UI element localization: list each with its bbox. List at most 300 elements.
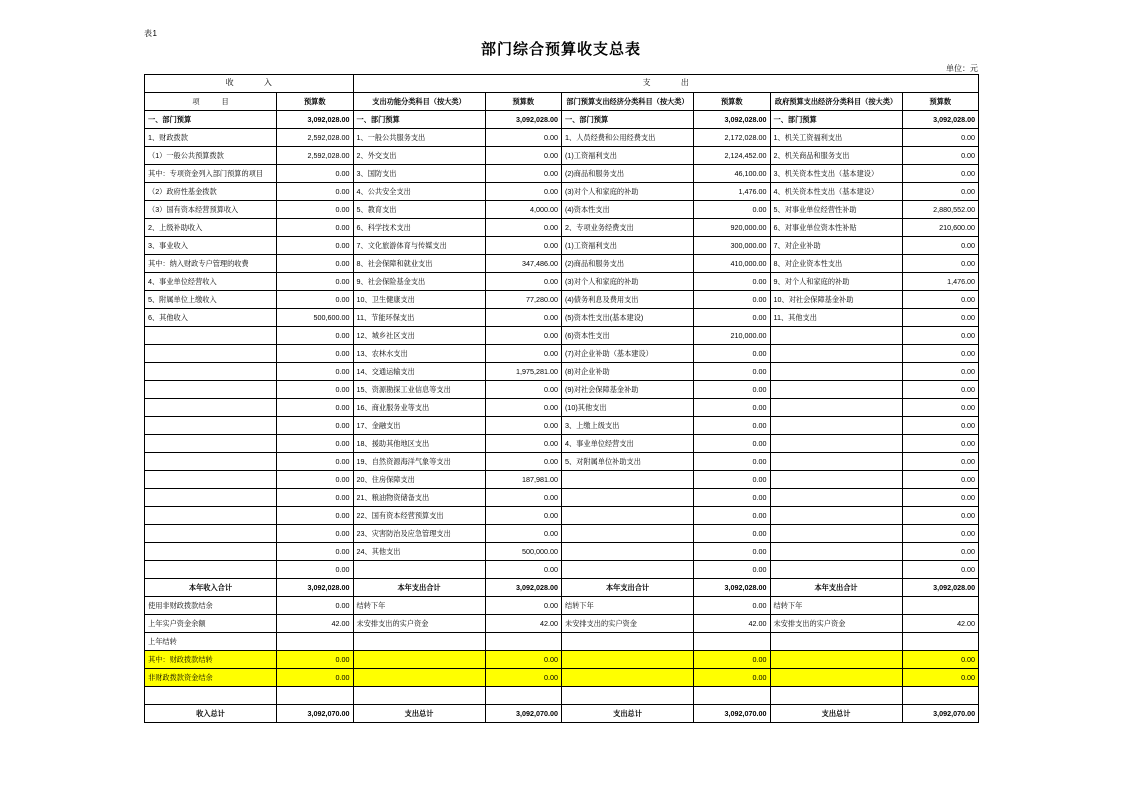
tail-3-income-value: 0.00 xyxy=(277,651,354,669)
row-25-income-label xyxy=(145,561,277,579)
budget-table xyxy=(144,74,979,723)
row-13-dept-value: 0.00 xyxy=(694,345,771,363)
row-16-gov-label xyxy=(770,399,902,417)
tail-1-func-label: 未安排支出的实户资金 xyxy=(353,615,485,633)
tail-0-func-label: 结转下年 xyxy=(353,597,485,615)
row-14-income-value: 0.00 xyxy=(277,363,354,381)
table-row xyxy=(145,327,979,345)
row-13-income-label xyxy=(145,345,277,363)
row-3-income-value: 0.00 xyxy=(277,165,354,183)
row-14-func-label: 14、交通运输支出 xyxy=(353,363,485,381)
row-13-func-value: 0.00 xyxy=(485,345,562,363)
row-4-gov-value: 0.00 xyxy=(902,183,979,201)
total-func-value: 3,092,070.00 xyxy=(485,705,562,723)
row-12-income-value: 0.00 xyxy=(277,327,354,345)
tail-1-gov-label: 未安排支出的实户资金 xyxy=(770,615,902,633)
tail-3-income-label: 其中：财政拨款结转 xyxy=(145,651,277,669)
tail-0-gov-value xyxy=(902,597,979,615)
row-12-gov-label xyxy=(770,327,902,345)
tail-4-income-label: 非财政拨款资金结余 xyxy=(145,669,277,687)
tail-2-dept-label xyxy=(562,633,694,651)
spacer-cell-4 xyxy=(562,687,694,705)
tail-0-dept-value: 0.00 xyxy=(694,597,771,615)
page-title: 部门综合预算收支总表 xyxy=(480,41,641,58)
row-17-func-value: 0.00 xyxy=(485,417,562,435)
table-row xyxy=(145,525,979,543)
tail-0-dept-label: 结转下年 xyxy=(562,597,694,615)
header-col-func: 支出功能分类科目（按大类） xyxy=(353,93,485,111)
row-23-func-label: 23、灾害防治及应急管理支出 xyxy=(353,525,485,543)
tail-row xyxy=(145,633,979,651)
row-0-dept-label: 一、部门预算 xyxy=(562,111,694,129)
table-row xyxy=(145,453,979,471)
row-7-income-value: 0.00 xyxy=(277,237,354,255)
row-6-func-label: 6、科学技术支出 xyxy=(353,219,485,237)
row-3-func-label: 3、国防支出 xyxy=(353,165,485,183)
row-21-func-label: 21、粮油物资储备支出 xyxy=(353,489,485,507)
row-3-func-value: 0.00 xyxy=(485,165,562,183)
row-21-gov-label xyxy=(770,489,902,507)
spacer-row xyxy=(145,687,979,705)
row-5-income-label: （3）国有资本经营预算收入 xyxy=(145,201,277,219)
row-11-dept-value: 0.00 xyxy=(694,309,771,327)
row-8-income-value: 0.00 xyxy=(277,255,354,273)
tail-2-dept-value xyxy=(694,633,771,651)
table-row xyxy=(145,489,979,507)
row-25-income-value: 0.00 xyxy=(277,561,354,579)
sheet-label: 表1 xyxy=(144,29,158,38)
row-11-func-value: 0.00 xyxy=(485,309,562,327)
row-24-dept-label xyxy=(562,543,694,561)
row-15-income-label xyxy=(145,381,277,399)
row-15-func-value: 0.00 xyxy=(485,381,562,399)
subtotal-func-value: 3,092,028.00 xyxy=(485,579,562,597)
tail-3-dept-label xyxy=(562,651,694,669)
row-12-income-label xyxy=(145,327,277,345)
row-3-dept-value: 46,100.00 xyxy=(694,165,771,183)
row-12-gov-value: 0.00 xyxy=(902,327,979,345)
row-1-income-value: 2,592,028.00 xyxy=(277,129,354,147)
row-22-gov-label xyxy=(770,507,902,525)
table-row xyxy=(145,471,979,489)
row-18-func-label: 18、援助其他地区支出 xyxy=(353,435,485,453)
row-7-gov-label: 7、对企业补助 xyxy=(770,237,902,255)
row-15-gov-label xyxy=(770,381,902,399)
row-0-func-label: 一、部门预算 xyxy=(353,111,485,129)
subtotal-func-label: 本年支出合计 xyxy=(353,579,485,597)
row-8-func-value: 347,486.00 xyxy=(485,255,562,273)
table-row xyxy=(145,417,979,435)
row-7-dept-label: (1)工资福利支出 xyxy=(562,237,694,255)
table-row xyxy=(145,399,979,417)
row-0-gov-value: 3,092,028.00 xyxy=(902,111,979,129)
tail-1-income-label: 上年实户资金余额 xyxy=(145,615,277,633)
row-5-func-label: 5、教育支出 xyxy=(353,201,485,219)
table-row xyxy=(145,255,979,273)
spacer-cell-2 xyxy=(353,687,485,705)
row-3-dept-label: (2)商品和服务支出 xyxy=(562,165,694,183)
row-18-dept-label: 4、事业单位经营支出 xyxy=(562,435,694,453)
header-col-gov-econ: 政府预算支出经济分类科目（按大类） xyxy=(770,93,902,111)
tail-row xyxy=(145,597,979,615)
total-func-label: 支出总计 xyxy=(353,705,485,723)
row-16-dept-value: 0.00 xyxy=(694,399,771,417)
row-23-gov-label xyxy=(770,525,902,543)
row-19-func-label: 19、自然资源海洋气象等支出 xyxy=(353,453,485,471)
row-7-dept-value: 300,000.00 xyxy=(694,237,771,255)
row-14-gov-value: 0.00 xyxy=(902,363,979,381)
row-11-gov-value: 0.00 xyxy=(902,309,979,327)
header-col-amount-income: 预算数 xyxy=(277,93,354,111)
row-9-income-value: 0.00 xyxy=(277,273,354,291)
table-row xyxy=(145,381,979,399)
row-10-func-label: 10、卫生健康支出 xyxy=(353,291,485,309)
row-9-gov-value: 1,476.00 xyxy=(902,273,979,291)
row-2-func-label: 2、外交支出 xyxy=(353,147,485,165)
tail-1-dept-label: 未安排支出的实户资金 xyxy=(562,615,694,633)
row-12-func-value: 0.00 xyxy=(485,327,562,345)
row-24-dept-value: 0.00 xyxy=(694,543,771,561)
total-income-value: 3,092,070.00 xyxy=(277,705,354,723)
spacer-cell-3 xyxy=(485,687,562,705)
row-6-gov-value: 210,600.00 xyxy=(902,219,979,237)
row-24-func-value: 500,000.00 xyxy=(485,543,562,561)
row-25-dept-label xyxy=(562,561,694,579)
row-13-gov-value: 0.00 xyxy=(902,345,979,363)
tail-0-gov-label: 结转下年 xyxy=(770,597,902,615)
row-9-func-label: 9、社会保险基金支出 xyxy=(353,273,485,291)
row-23-income-label xyxy=(145,525,277,543)
tail-3-func-label xyxy=(353,651,485,669)
row-6-dept-label: 2、专项业务经费支出 xyxy=(562,219,694,237)
spacer-cell-5 xyxy=(694,687,771,705)
spacer-cell-0 xyxy=(145,687,277,705)
row-16-income-label xyxy=(145,399,277,417)
row-8-dept-value: 410,000.00 xyxy=(694,255,771,273)
row-18-income-label xyxy=(145,435,277,453)
row-0-func-value: 3,092,028.00 xyxy=(485,111,562,129)
row-15-income-value: 0.00 xyxy=(277,381,354,399)
row-0-gov-label: 一、部门预算 xyxy=(770,111,902,129)
row-10-gov-value: 0.00 xyxy=(902,291,979,309)
row-2-gov-label: 2、机关商品和服务支出 xyxy=(770,147,902,165)
header-col-amount-dept: 预算数 xyxy=(694,93,771,111)
header-expense-group: 支 出 xyxy=(353,75,979,93)
row-22-func-value: 0.00 xyxy=(485,507,562,525)
table-row xyxy=(145,183,979,201)
total-gov-value: 3,092,070.00 xyxy=(902,705,979,723)
total-dept-value: 3,092,070.00 xyxy=(694,705,771,723)
row-2-dept-label: (1)工资福利支出 xyxy=(562,147,694,165)
row-15-dept-value: 0.00 xyxy=(694,381,771,399)
tail-row xyxy=(145,615,979,633)
tail-3-gov-value: 0.00 xyxy=(902,651,979,669)
tail-2-income-value xyxy=(277,633,354,651)
row-6-dept-value: 920,000.00 xyxy=(694,219,771,237)
row-16-func-value: 0.00 xyxy=(485,399,562,417)
row-16-func-label: 16、商业服务业等支出 xyxy=(353,399,485,417)
tail-2-gov-value xyxy=(902,633,979,651)
row-1-income-label: 1、财政拨款 xyxy=(145,129,277,147)
row-5-gov-label: 5、对事业单位经营性补助 xyxy=(770,201,902,219)
row-15-gov-value: 0.00 xyxy=(902,381,979,399)
row-8-income-label: 其中：纳入财政专户管理的收费 xyxy=(145,255,277,273)
row-21-income-label xyxy=(145,489,277,507)
row-23-func-value: 0.00 xyxy=(485,525,562,543)
row-1-gov-label: 1、机关工资福利支出 xyxy=(770,129,902,147)
total-dept-label: 支出总计 xyxy=(562,705,694,723)
row-19-income-value: 0.00 xyxy=(277,453,354,471)
subtotal-income-value: 3,092,028.00 xyxy=(277,579,354,597)
row-6-income-label: 2、上级补助收入 xyxy=(145,219,277,237)
row-24-func-label: 24、其他支出 xyxy=(353,543,485,561)
row-11-income-label: 6、其他收入 xyxy=(145,309,277,327)
tail-4-income-value: 0.00 xyxy=(277,669,354,687)
subtotal-gov-value: 3,092,028.00 xyxy=(902,579,979,597)
tail-2-gov-label xyxy=(770,633,902,651)
tail-1-dept-value: 42.00 xyxy=(694,615,771,633)
row-17-dept-label: 3、上缴上级支出 xyxy=(562,417,694,435)
row-9-dept-value: 0.00 xyxy=(694,273,771,291)
row-9-func-value: 0.00 xyxy=(485,273,562,291)
row-7-func-value: 0.00 xyxy=(485,237,562,255)
tail-4-func-label xyxy=(353,669,485,687)
row-25-gov-value: 0.00 xyxy=(902,561,979,579)
row-1-func-label: 1、一般公共服务支出 xyxy=(353,129,485,147)
tail-4-gov-label xyxy=(770,669,902,687)
row-7-func-label: 7、文化旅游体育与传媒支出 xyxy=(353,237,485,255)
row-17-dept-value: 0.00 xyxy=(694,417,771,435)
row-12-func-label: 12、城乡社区支出 xyxy=(353,327,485,345)
row-4-income-label: （2）政府性基金拨款 xyxy=(145,183,277,201)
row-5-dept-value: 0.00 xyxy=(694,201,771,219)
row-18-income-value: 0.00 xyxy=(277,435,354,453)
header-income-group: 收 入 xyxy=(145,75,354,93)
row-17-income-value: 0.00 xyxy=(277,417,354,435)
row-19-gov-label xyxy=(770,453,902,471)
row-8-gov-label: 8、对企业资本性支出 xyxy=(770,255,902,273)
tail-0-func-value: 0.00 xyxy=(485,597,562,615)
row-19-dept-value: 0.00 xyxy=(694,453,771,471)
row-20-dept-label xyxy=(562,471,694,489)
row-10-income-label: 5、附属单位上缴收入 xyxy=(145,291,277,309)
row-22-dept-label xyxy=(562,507,694,525)
row-20-income-value: 0.00 xyxy=(277,471,354,489)
table-row xyxy=(145,147,979,165)
row-15-func-label: 15、资源勘探工业信息等支出 xyxy=(353,381,485,399)
row-19-income-label xyxy=(145,453,277,471)
row-17-func-label: 17、金融支出 xyxy=(353,417,485,435)
row-13-gov-label xyxy=(770,345,902,363)
row-7-gov-value: 0.00 xyxy=(902,237,979,255)
row-16-income-value: 0.00 xyxy=(277,399,354,417)
row-3-gov-label: 3、机关资本性支出（基本建设） xyxy=(770,165,902,183)
table-header-sub-row xyxy=(145,93,979,111)
subtotal-gov-label: 本年支出合计 xyxy=(770,579,902,597)
row-17-gov-value: 0.00 xyxy=(902,417,979,435)
row-16-gov-value: 0.00 xyxy=(902,399,979,417)
total-row xyxy=(145,705,979,723)
tail-4-dept-value: 0.00 xyxy=(694,669,771,687)
header-col-item: 项 目 xyxy=(145,93,277,111)
row-12-dept-label: (6)资本性支出 xyxy=(562,327,694,345)
row-22-gov-value: 0.00 xyxy=(902,507,979,525)
row-21-income-value: 0.00 xyxy=(277,489,354,507)
tail-row xyxy=(145,651,979,669)
table-row xyxy=(145,111,979,129)
row-14-gov-label xyxy=(770,363,902,381)
row-11-dept-label: (5)资本性支出(基本建设) xyxy=(562,309,694,327)
row-17-income-label xyxy=(145,417,277,435)
tail-3-func-value: 0.00 xyxy=(485,651,562,669)
subtotal-dept-value: 3,092,028.00 xyxy=(694,579,771,597)
row-11-income-value: 500,600.00 xyxy=(277,309,354,327)
row-4-dept-value: 1,476.00 xyxy=(694,183,771,201)
row-3-gov-value: 0.00 xyxy=(902,165,979,183)
table-row xyxy=(145,129,979,147)
table-row xyxy=(145,345,979,363)
row-6-income-value: 0.00 xyxy=(277,219,354,237)
row-5-gov-value: 2,880,552.00 xyxy=(902,201,979,219)
row-25-gov-label xyxy=(770,561,902,579)
row-9-income-label: 4、事业单位经营收入 xyxy=(145,273,277,291)
row-19-func-value: 0.00 xyxy=(485,453,562,471)
spacer-cell-1 xyxy=(277,687,354,705)
tail-row xyxy=(145,669,979,687)
row-4-dept-label: (3)对个人和家庭的补助 xyxy=(562,183,694,201)
row-10-dept-value: 0.00 xyxy=(694,291,771,309)
row-4-func-label: 4、公共安全支出 xyxy=(353,183,485,201)
row-24-gov-value: 0.00 xyxy=(902,543,979,561)
total-income-label: 收入总计 xyxy=(145,705,277,723)
row-8-gov-value: 0.00 xyxy=(902,255,979,273)
row-25-func-label xyxy=(353,561,485,579)
row-13-income-value: 0.00 xyxy=(277,345,354,363)
tail-4-func-value: 0.00 xyxy=(485,669,562,687)
row-22-income-value: 0.00 xyxy=(277,507,354,525)
row-11-gov-label: 11、其他支出 xyxy=(770,309,902,327)
row-14-income-label xyxy=(145,363,277,381)
tail-4-gov-value: 0.00 xyxy=(902,669,979,687)
row-10-gov-label: 10、对社会保障基金补助 xyxy=(770,291,902,309)
row-3-income-label: 其中：专项资金列入部门预算的项目 xyxy=(145,165,277,183)
row-1-dept-value: 2,172,028.00 xyxy=(694,129,771,147)
row-20-gov-label xyxy=(770,471,902,489)
table-row xyxy=(145,201,979,219)
row-2-dept-value: 2,124,452.00 xyxy=(694,147,771,165)
row-20-income-label xyxy=(145,471,277,489)
row-18-gov-label xyxy=(770,435,902,453)
subtotal-income-label: 本年收入合计 xyxy=(145,579,277,597)
row-19-gov-value: 0.00 xyxy=(902,453,979,471)
row-21-dept-label xyxy=(562,489,694,507)
row-14-dept-value: 0.00 xyxy=(694,363,771,381)
row-23-dept-value: 0.00 xyxy=(694,525,771,543)
row-1-dept-label: 1、人员经费和公用经费支出 xyxy=(562,129,694,147)
row-4-func-value: 0.00 xyxy=(485,183,562,201)
table-row xyxy=(145,273,979,291)
row-4-gov-label: 4、机关资本性支出（基本建设） xyxy=(770,183,902,201)
table-row xyxy=(145,237,979,255)
row-19-dept-label: 5、对附属单位补助支出 xyxy=(562,453,694,471)
row-20-dept-value: 0.00 xyxy=(694,471,771,489)
row-17-gov-label xyxy=(770,417,902,435)
row-6-gov-label: 6、对事业单位资本性补贴 xyxy=(770,219,902,237)
row-8-func-label: 8、社会保障和就业支出 xyxy=(353,255,485,273)
row-5-income-value: 0.00 xyxy=(277,201,354,219)
tail-1-gov-value: 42.00 xyxy=(902,615,979,633)
tail-3-gov-label xyxy=(770,651,902,669)
tail-0-income-label: 使用非财政拨款结余 xyxy=(145,597,277,615)
row-18-gov-value: 0.00 xyxy=(902,435,979,453)
row-14-dept-label: (8)对企业补助 xyxy=(562,363,694,381)
row-5-dept-label: (4)资本性支出 xyxy=(562,201,694,219)
row-21-gov-value: 0.00 xyxy=(902,489,979,507)
header-col-dept-econ: 部门预算支出经济分类科目（按大类） xyxy=(562,93,694,111)
row-20-gov-value: 0.00 xyxy=(902,471,979,489)
table-row xyxy=(145,165,979,183)
subtotal-dept-label: 本年支出合计 xyxy=(562,579,694,597)
total-gov-label: 支出总计 xyxy=(770,705,902,723)
row-15-dept-label: (9)对社会保障基金补助 xyxy=(562,381,694,399)
table-row xyxy=(145,507,979,525)
row-20-func-value: 187,981.00 xyxy=(485,471,562,489)
row-2-income-label: （1）一般公共预算拨款 xyxy=(145,147,277,165)
tail-0-income-value: 0.00 xyxy=(277,597,354,615)
tail-3-dept-value: 0.00 xyxy=(694,651,771,669)
row-0-income-value: 3,092,028.00 xyxy=(277,111,354,129)
row-21-func-value: 0.00 xyxy=(485,489,562,507)
row-2-func-value: 0.00 xyxy=(485,147,562,165)
row-2-gov-value: 0.00 xyxy=(902,147,979,165)
tail-2-func-label xyxy=(353,633,485,651)
row-14-func-value: 1,975,281.00 xyxy=(485,363,562,381)
table-row xyxy=(145,363,979,381)
row-1-func-value: 0.00 xyxy=(485,129,562,147)
spacer-cell-7 xyxy=(902,687,979,705)
table-row xyxy=(145,219,979,237)
row-9-gov-label: 9、对个人和家庭的补助 xyxy=(770,273,902,291)
row-2-income-value: 2,592,028.00 xyxy=(277,147,354,165)
row-10-income-value: 0.00 xyxy=(277,291,354,309)
row-23-income-value: 0.00 xyxy=(277,525,354,543)
row-4-income-value: 0.00 xyxy=(277,183,354,201)
table-row xyxy=(145,543,979,561)
row-1-gov-value: 0.00 xyxy=(902,129,979,147)
row-11-func-label: 11、节能环保支出 xyxy=(353,309,485,327)
table-body xyxy=(145,75,979,723)
unit-note: 单位：元 xyxy=(946,64,978,73)
row-9-dept-label: (3)对个人和家庭的补助 xyxy=(562,273,694,291)
tail-1-func-value: 42.00 xyxy=(485,615,562,633)
table-row xyxy=(145,561,979,579)
row-13-func-label: 13、农林水支出 xyxy=(353,345,485,363)
row-25-func-value: 0.00 xyxy=(485,561,562,579)
row-12-dept-value: 210,000.00 xyxy=(694,327,771,345)
table-header-group-row xyxy=(145,75,979,93)
row-16-dept-label: (10)其他支出 xyxy=(562,399,694,417)
table-row xyxy=(145,309,979,327)
row-24-income-label xyxy=(145,543,277,561)
subtotal-row xyxy=(145,579,979,597)
tail-1-income-value: 42.00 xyxy=(277,615,354,633)
row-10-dept-label: (4)债务利息及费用支出 xyxy=(562,291,694,309)
tail-2-func-value xyxy=(485,633,562,651)
spacer-cell-6 xyxy=(770,687,902,705)
row-24-gov-label xyxy=(770,543,902,561)
row-21-dept-value: 0.00 xyxy=(694,489,771,507)
row-0-income-label: 一、部门预算 xyxy=(145,111,277,129)
